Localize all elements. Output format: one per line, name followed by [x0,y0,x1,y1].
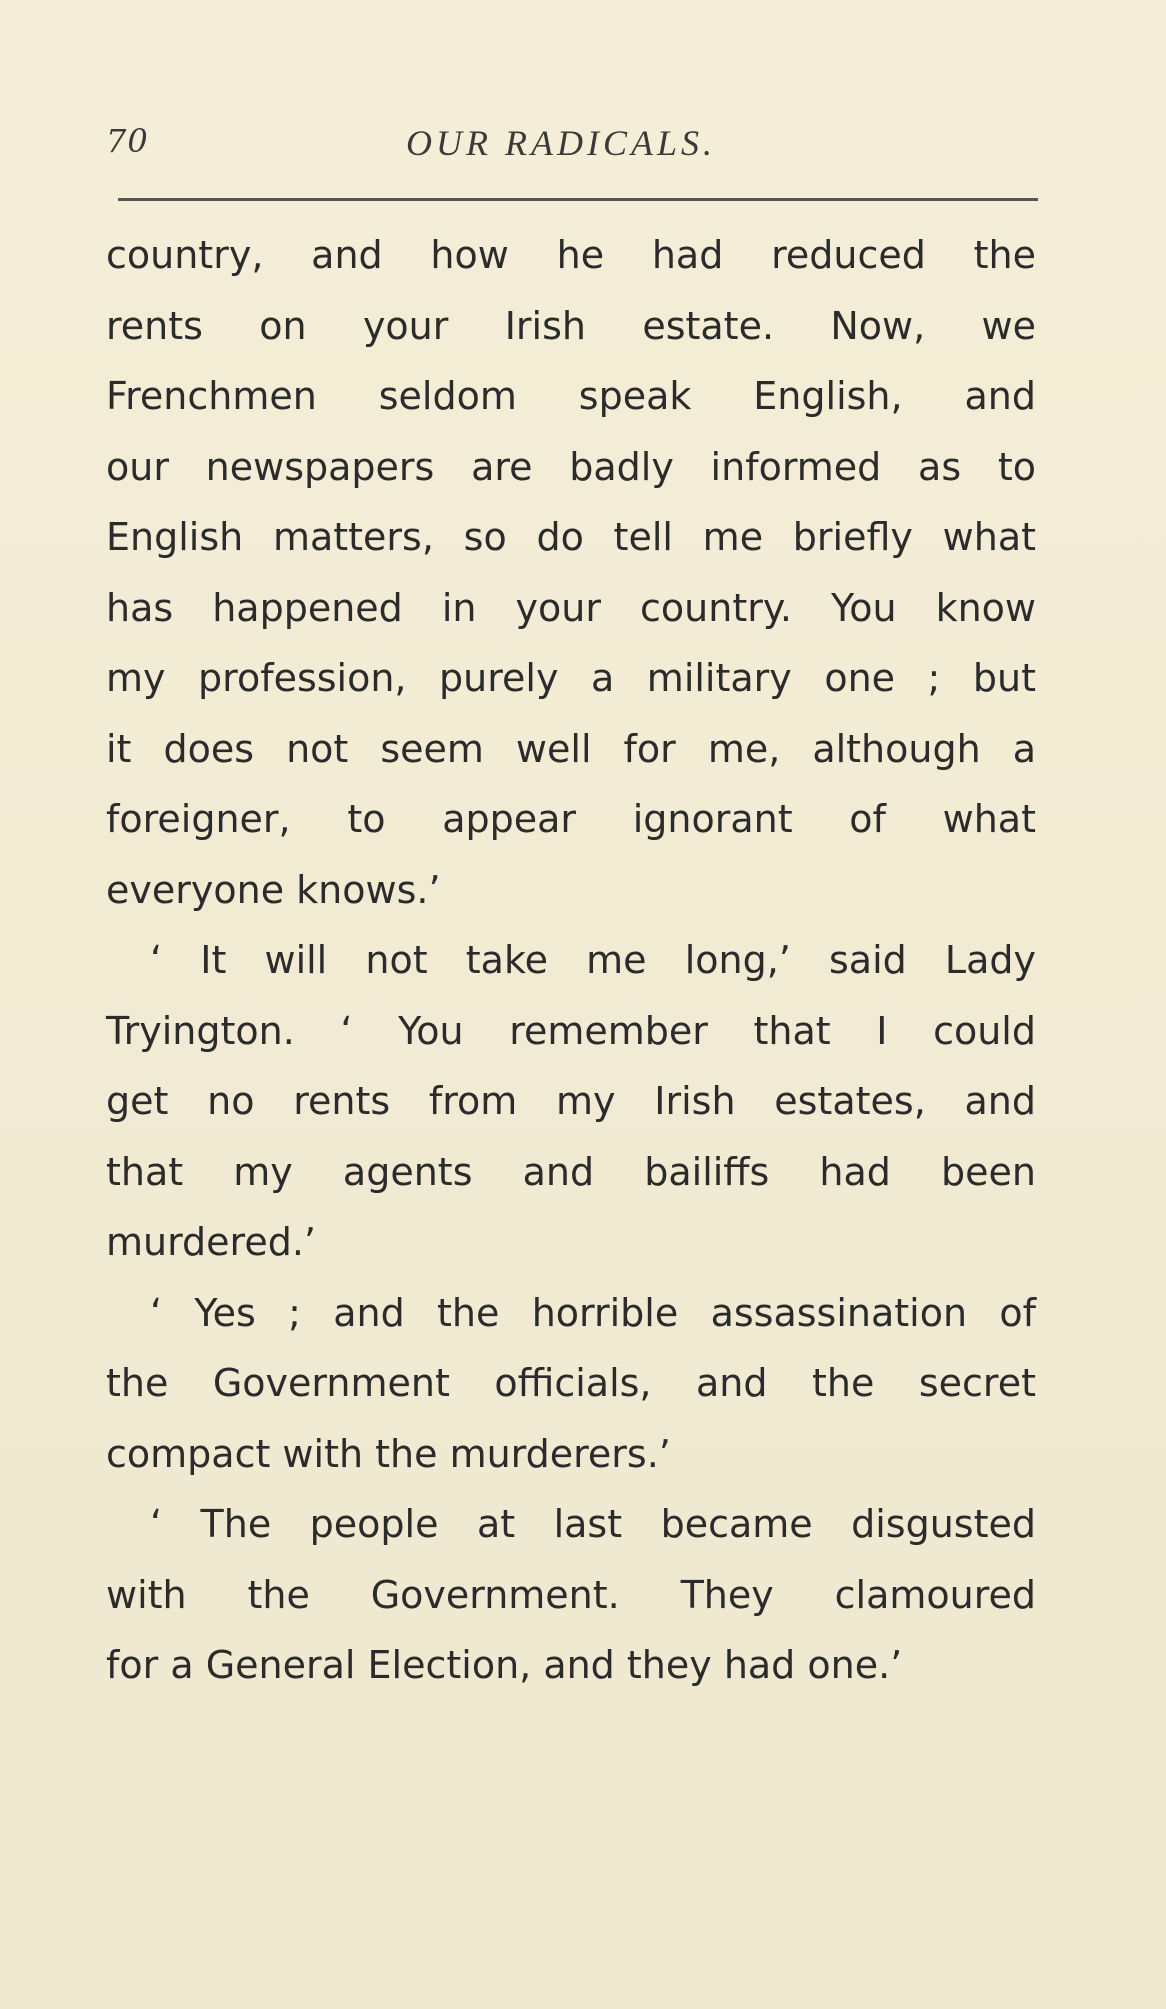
text-line: country, and how he had reduced the [106,233,1036,277]
text-line: our newspapers are badly informed as to [106,444,1036,489]
text-line: the Government officials, and the secret [106,1361,1036,1405]
text-line: English matters, so do tell me briefly what [106,515,1036,559]
text-line: with the Government. They clamoured [106,1572,1036,1617]
text-line: murdered.’ [106,1220,317,1264]
page-number: 70 [106,122,149,160]
running-head: OUR RADICALS. [406,123,716,163]
text-line: get no rents from my Irish estates, and [106,1079,1036,1123]
page-header [106,122,1036,182]
text-line: my profession, purely a military one ; but [106,656,1036,700]
text-line: rents on your Irish estate. Now, we [106,303,1036,348]
text-line: it does not seem well for me, although a [106,726,1036,771]
text-line: Frenchmen seldom speak English, and [106,374,1036,418]
text-line: compact with the murderers.’ [106,1431,671,1476]
text-line: ‘ The people at last became disgusted [150,1502,1036,1546]
text-line: has happened in your country. You know [106,585,1036,630]
text-line: Tryington. ‘ You remember that I could [106,1008,1036,1053]
text-line: ‘ Yes ; and the horrible assassination of [150,1290,1036,1335]
text-line: that my agents and bailiffs had been [106,1149,1036,1194]
body-text [106,220,1036,1701]
header-rule [118,198,1038,201]
text-line: ‘ It will not take me long,’ said Lady [150,938,1036,982]
text-line: foreigner, to appear ignorant of what [106,797,1036,841]
text-line: everyone knows.’ [106,867,441,912]
text-line: for a General Election, and they had one.’ [106,1643,903,1687]
